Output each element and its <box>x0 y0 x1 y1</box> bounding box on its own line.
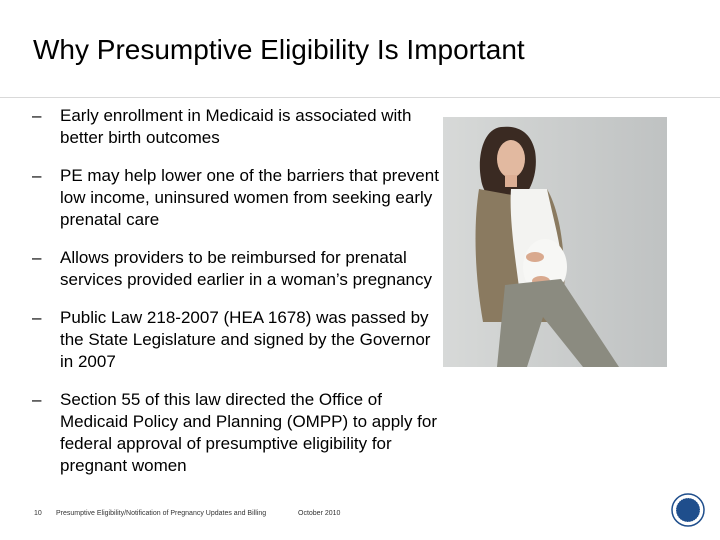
slide-number: 10 <box>34 510 42 517</box>
bullet-text: PE may help lower one of the barriers that prevent low income, uninsured women from seeking early prenatal care <box>60 166 439 229</box>
bullet-marker: – <box>32 106 42 125</box>
bullet-marker: – <box>32 166 42 185</box>
photo-illustration <box>443 117 667 367</box>
seal-icon <box>670 492 706 528</box>
fssa-logo <box>670 492 706 528</box>
bullet-text: Early enrollment in Medicaid is associated with better birth outcomes <box>60 106 412 147</box>
slide-title: Why Presumptive Eligibility Is Important <box>33 34 525 65</box>
bullet-item <box>32 165 442 231</box>
bullet-item <box>32 105 442 149</box>
pregnant-woman-photo <box>443 117 667 367</box>
bullet-item <box>32 307 442 373</box>
bullet-marker: – <box>32 248 42 267</box>
bullet-text: Allows providers to be reimbursed for prenatal services provided earlier in a woman’s pregnancy <box>60 248 432 289</box>
bullet-item <box>32 247 442 291</box>
bullet-item <box>32 389 442 477</box>
bullet-list <box>32 105 442 493</box>
bullet-marker: – <box>32 308 42 327</box>
bullet-text: Public Law 218-2007 (HEA 1678) was passed by the State Legislature and signed by the Governor in 2007 <box>60 308 431 371</box>
footer-presentation-title: Presumptive Eligibility/Notification of Pregnancy Updates and Billing <box>56 510 267 517</box>
footer-date: October 2010 <box>298 510 341 517</box>
bullet-marker: – <box>32 390 42 409</box>
title-divider <box>0 97 720 98</box>
bullet-text: Section 55 of this law directed the Office of Medicaid Policy and Planning (OMPP) to apply for federal approval of presumptive eligibility for pregnant women <box>60 390 438 475</box>
